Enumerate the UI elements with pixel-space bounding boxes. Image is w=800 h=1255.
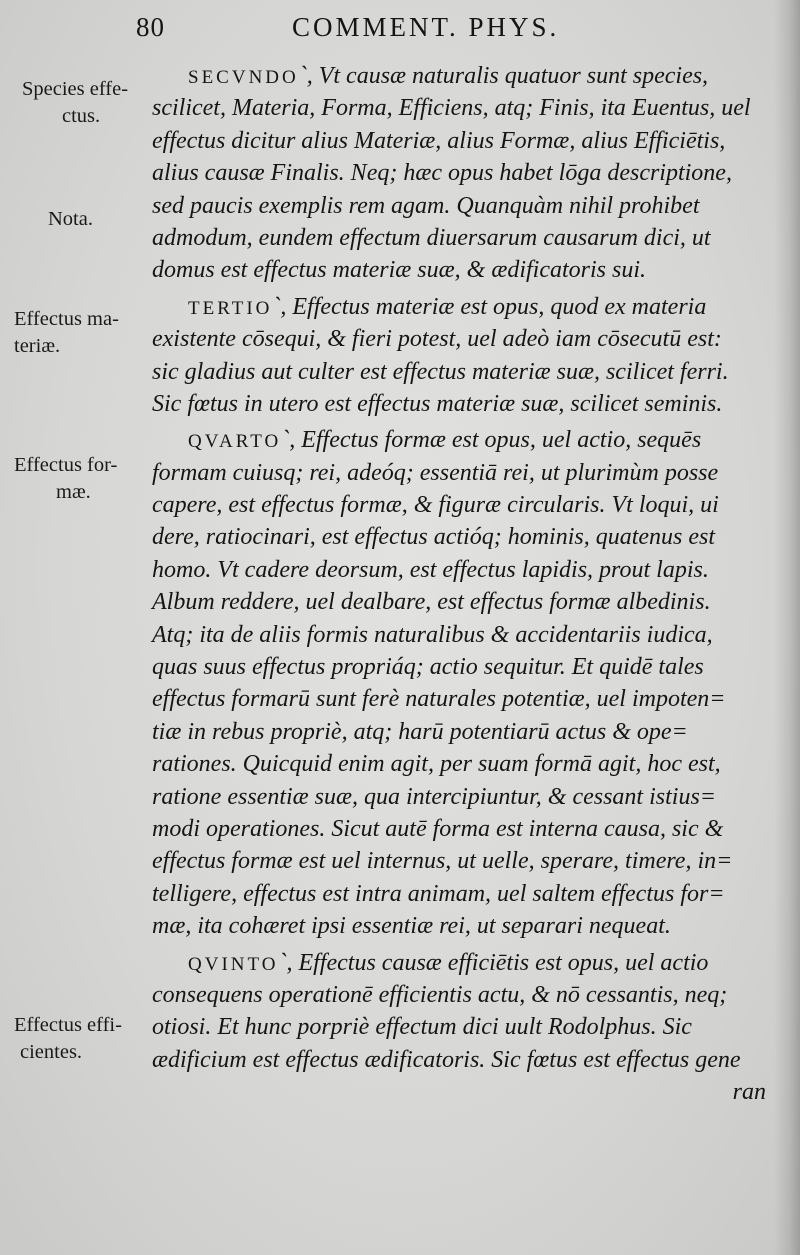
text-line: Album reddere, uel dealbare, est effectus formæ albedinis.: [152, 589, 711, 616]
section-quarto: [152, 424, 772, 942]
text-line: effectus dicitur alius Materiæ, alius Formæ, alius Efficiētis,: [152, 127, 726, 154]
margin-note-line: teriæ.: [14, 335, 61, 357]
text-line: [152, 291, 772, 323]
section-quinto: [152, 947, 772, 1077]
text-line: existente cōsequi, & fieri potest, uel adeò iam cōsecutū est:: [152, 326, 722, 353]
text-line-content: `, Effectus causæ efficiētis est opus, uel actio: [278, 949, 709, 976]
text-line: effectus formæ est uel internus, ut uelle, sperare, timere, in=: [152, 848, 733, 875]
text-line: consequens operationē efficientis actu, & nō cessantis, neq;: [152, 981, 728, 1008]
margin-note-effectus-materiae: [14, 306, 119, 360]
text-line: formam cuiusq; rei, adeóq; essentiā rei, ut plurimùm posse: [152, 459, 719, 486]
section-tertio: [152, 291, 772, 421]
margin-note-effectus-formae: [14, 452, 117, 506]
margin-note-species-effectus: [22, 76, 128, 130]
page-header: [0, 12, 800, 52]
section-opening-word: SECVNDO: [188, 67, 299, 88]
text-line: sed paucis exemplis rem agam. Quanquàm nihil prohibet: [152, 192, 700, 219]
page-gutter-shadow: [774, 0, 800, 1255]
text-line: modi operationes. Sicut autē forma est interna causa, sic &: [152, 815, 724, 842]
catchword: ran: [732, 1079, 766, 1106]
text-line: mæ, ita cohæret ipsi essentiæ rei, ut separari nequeat.: [152, 913, 671, 940]
text-line: dere, ratiocinari, est effectus actióq; hominis, quatenus est: [152, 524, 716, 551]
text-line: telligere, effectus est intra animam, uel saltem effectus for=: [152, 880, 725, 907]
margin-note-line: Effectus effi-: [14, 1014, 122, 1036]
text-line-content: `, Effectus materiæ est opus, quod ex materia: [272, 293, 707, 320]
text-line: effectus formarū sunt ferè naturales potentiæ, uel impoten=: [152, 686, 726, 713]
text-line: admodum, eundem effectum diuersarum causarum dici, ut: [152, 224, 711, 251]
text-line: domus est effectus materiæ suæ, & ædificatoris sui.: [152, 257, 647, 284]
text-line: Atq; ita de aliis formis naturalibus & accidentariis iudica,: [152, 621, 713, 648]
margin-note-effectus-efficientes: [14, 1012, 122, 1066]
text-line: [152, 947, 772, 979]
margin-note-line: ctus.: [62, 105, 101, 127]
section-secundo: [152, 60, 772, 287]
margin-note-line: Nota.: [48, 208, 93, 230]
text-line: homo. Vt cadere deorsum, est effectus lapidis, prout lapis.: [152, 556, 709, 583]
text-line: ædificium est effectus ædificatoris. Sic fœtus est effectus gene: [152, 1046, 741, 1073]
text-line: tiæ in rebus propriè, atq; harū potentiarū actus & ope=: [152, 718, 688, 745]
text-line: ratione essentiæ suæ, qua intercipiuntur, & cessant istius=: [152, 783, 716, 810]
section-opening-word: QVARTO: [188, 431, 282, 453]
section-opening-word: TERTIO: [188, 297, 273, 319]
text-line: scilicet, Materia, Forma, Efficiens, atq; Finis, ita Euentus, uel: [152, 95, 751, 122]
text-line-content: `, Vt causæ naturalis quatuor sunt species,: [298, 63, 709, 89]
margin-note-line: Species effe-: [22, 78, 129, 100]
text-line: otiosi. Et hunc porpriè effectum dici uult Rodolphus. Sic: [152, 1014, 692, 1041]
page-number: 80: [136, 12, 165, 42]
margin-note-line: Effectus ma-: [14, 308, 119, 330]
margin-note-line: cientes.: [20, 1041, 83, 1063]
main-text-block: [152, 60, 772, 1109]
running-head: COMMENT. PHYS.: [292, 12, 560, 42]
text-line: Sic fœtus in utero est effectus materiæ suæ, scilicet seminis.: [152, 390, 723, 417]
section-opening-word: QVINTO: [188, 953, 279, 975]
text-line-content: `, Effectus formæ est opus, uel actio, sequēs: [281, 427, 702, 454]
text-line: [152, 424, 772, 456]
text-line: [152, 60, 772, 92]
text-line: capere, est effectus formæ, & figuræ circularis. Vt loqui, ui: [152, 492, 719, 519]
text-line: quas suus effectus propriáq; actio sequitur. Et quidē tales: [152, 654, 704, 681]
text-line: rationes. Quicquid enim agit, per suam formā agit, hoc est,: [152, 751, 721, 778]
margin-note-nota: [48, 206, 93, 233]
text-line: alius causæ Finalis. Neq; hæc opus habet lōga descriptione,: [152, 160, 732, 187]
text-line: sic gladius aut culter est effectus materiæ suæ, scilicet ferri.: [152, 358, 729, 385]
margin-note-line: mæ.: [56, 481, 91, 503]
margin-note-line: Effectus for-: [14, 454, 118, 476]
